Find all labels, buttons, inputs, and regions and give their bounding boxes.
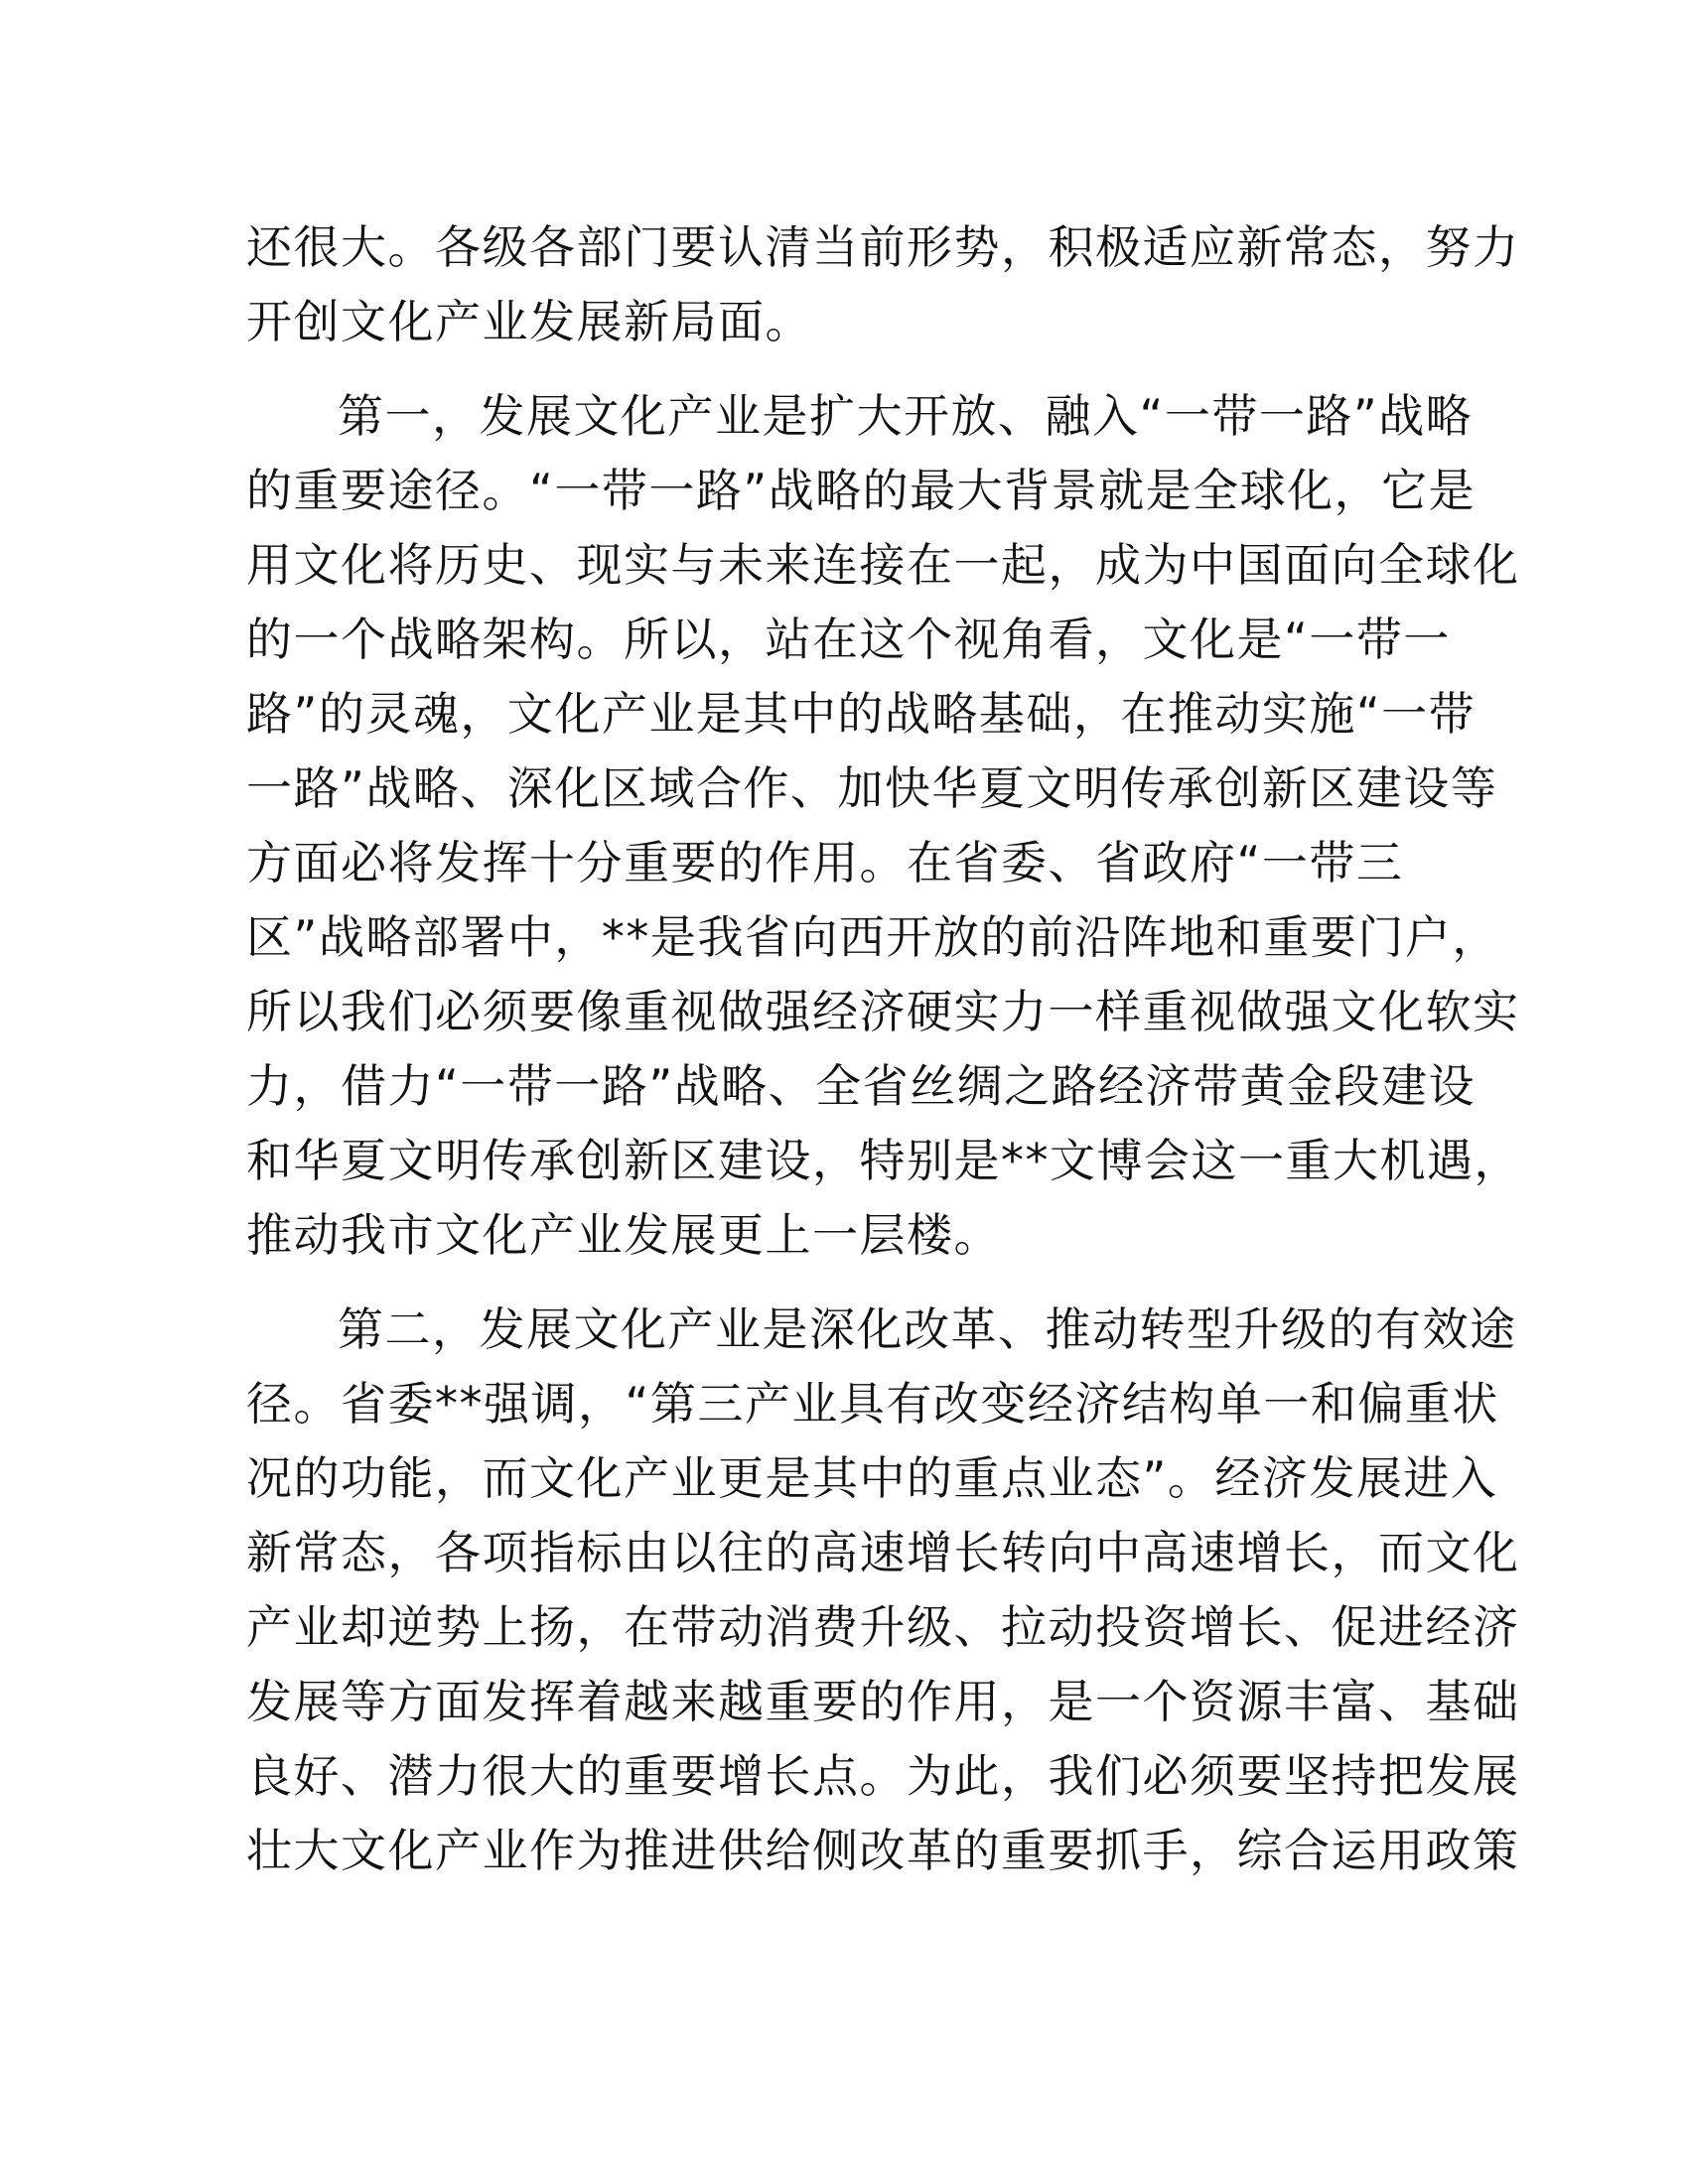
text-line: 方面必将发挥十分重要的作用。在省委、省政府“一带三: [246, 836, 1404, 889]
text-line: 壮大文化产业作为推进供给侧改革的重要抓手，综合运用政策: [246, 1824, 1520, 1877]
text-line: 况的功能，而文化产业更是其中的重点业态”。经济发展进入: [246, 1451, 1498, 1505]
document-body: [246, 210, 1521, 1888]
text-line: 径。省委**强调，“第三产业具有改变经济结构单一和偏重状: [246, 1377, 1499, 1431]
text-line: 产业却逆势上扬，在带动消费升级、拉动投资增长、促进经济: [246, 1600, 1520, 1654]
text-line: 发展等方面发挥着越来越重要的作用，是一个资源丰富、基础: [246, 1675, 1520, 1728]
text-line: 的重要途径。“一带一路”战略的最大背景就是全球化，它是: [246, 464, 1477, 517]
text-line: 还很大。各级各部门要认清当前形势，积极适应新常态，努力: [246, 220, 1520, 274]
paragraph-2: [246, 379, 1521, 1273]
text-line: 一路”战略、深化区域合作、加快华夏文明传承创新区建设等: [246, 761, 1498, 815]
text-line: 开创文化产业发展新局面。: [246, 295, 812, 348]
paragraph-3: [246, 1293, 1520, 1888]
text-line: 力，借力“一带一路”战略、全省丝绸之路经济带黄金段建设: [246, 1059, 1477, 1113]
text-line: 第一，发展文化产业是扩大开放、融入“一带一路”战略: [338, 389, 1474, 443]
paragraph-spacer: [246, 359, 1438, 379]
text-line: 新常态，各项指标由以往的高速增长转向中高速增长，而文化: [246, 1526, 1520, 1579]
text-line: 所以我们必须要像重视做强经济硬实力一样重视做强文化软实: [246, 985, 1520, 1038]
text-line: 的一个战略架构。所以，站在这个视角看，文化是“一带一: [246, 613, 1451, 666]
paragraph-1: [246, 210, 1520, 359]
text-line: 用文化将历史、现实与未来连接在一起，成为中国面向全球化: [246, 538, 1520, 592]
text-line: 区”战略部署中，**是我省向西开放的前沿阵地和重要门户，: [246, 910, 1499, 964]
paragraph-spacer: [246, 1273, 1438, 1293]
text-line: 第二，发展文化产业是深化改革、推动转型升级的有效途: [338, 1302, 1517, 1356]
text-line: 推动我市文化产业发展更上一层楼。: [246, 1208, 1001, 1262]
text-line: 良好、潜力很大的重要增长点。为此，我们必须要坚持把发展: [246, 1749, 1520, 1803]
text-line: 和华夏文明传承创新区建设，特别是**文博会这一重大机遇，: [246, 1134, 1521, 1187]
text-line: 路”的灵魂，文化产业是其中的战略基础，在推动实施“一带: [246, 687, 1477, 741]
